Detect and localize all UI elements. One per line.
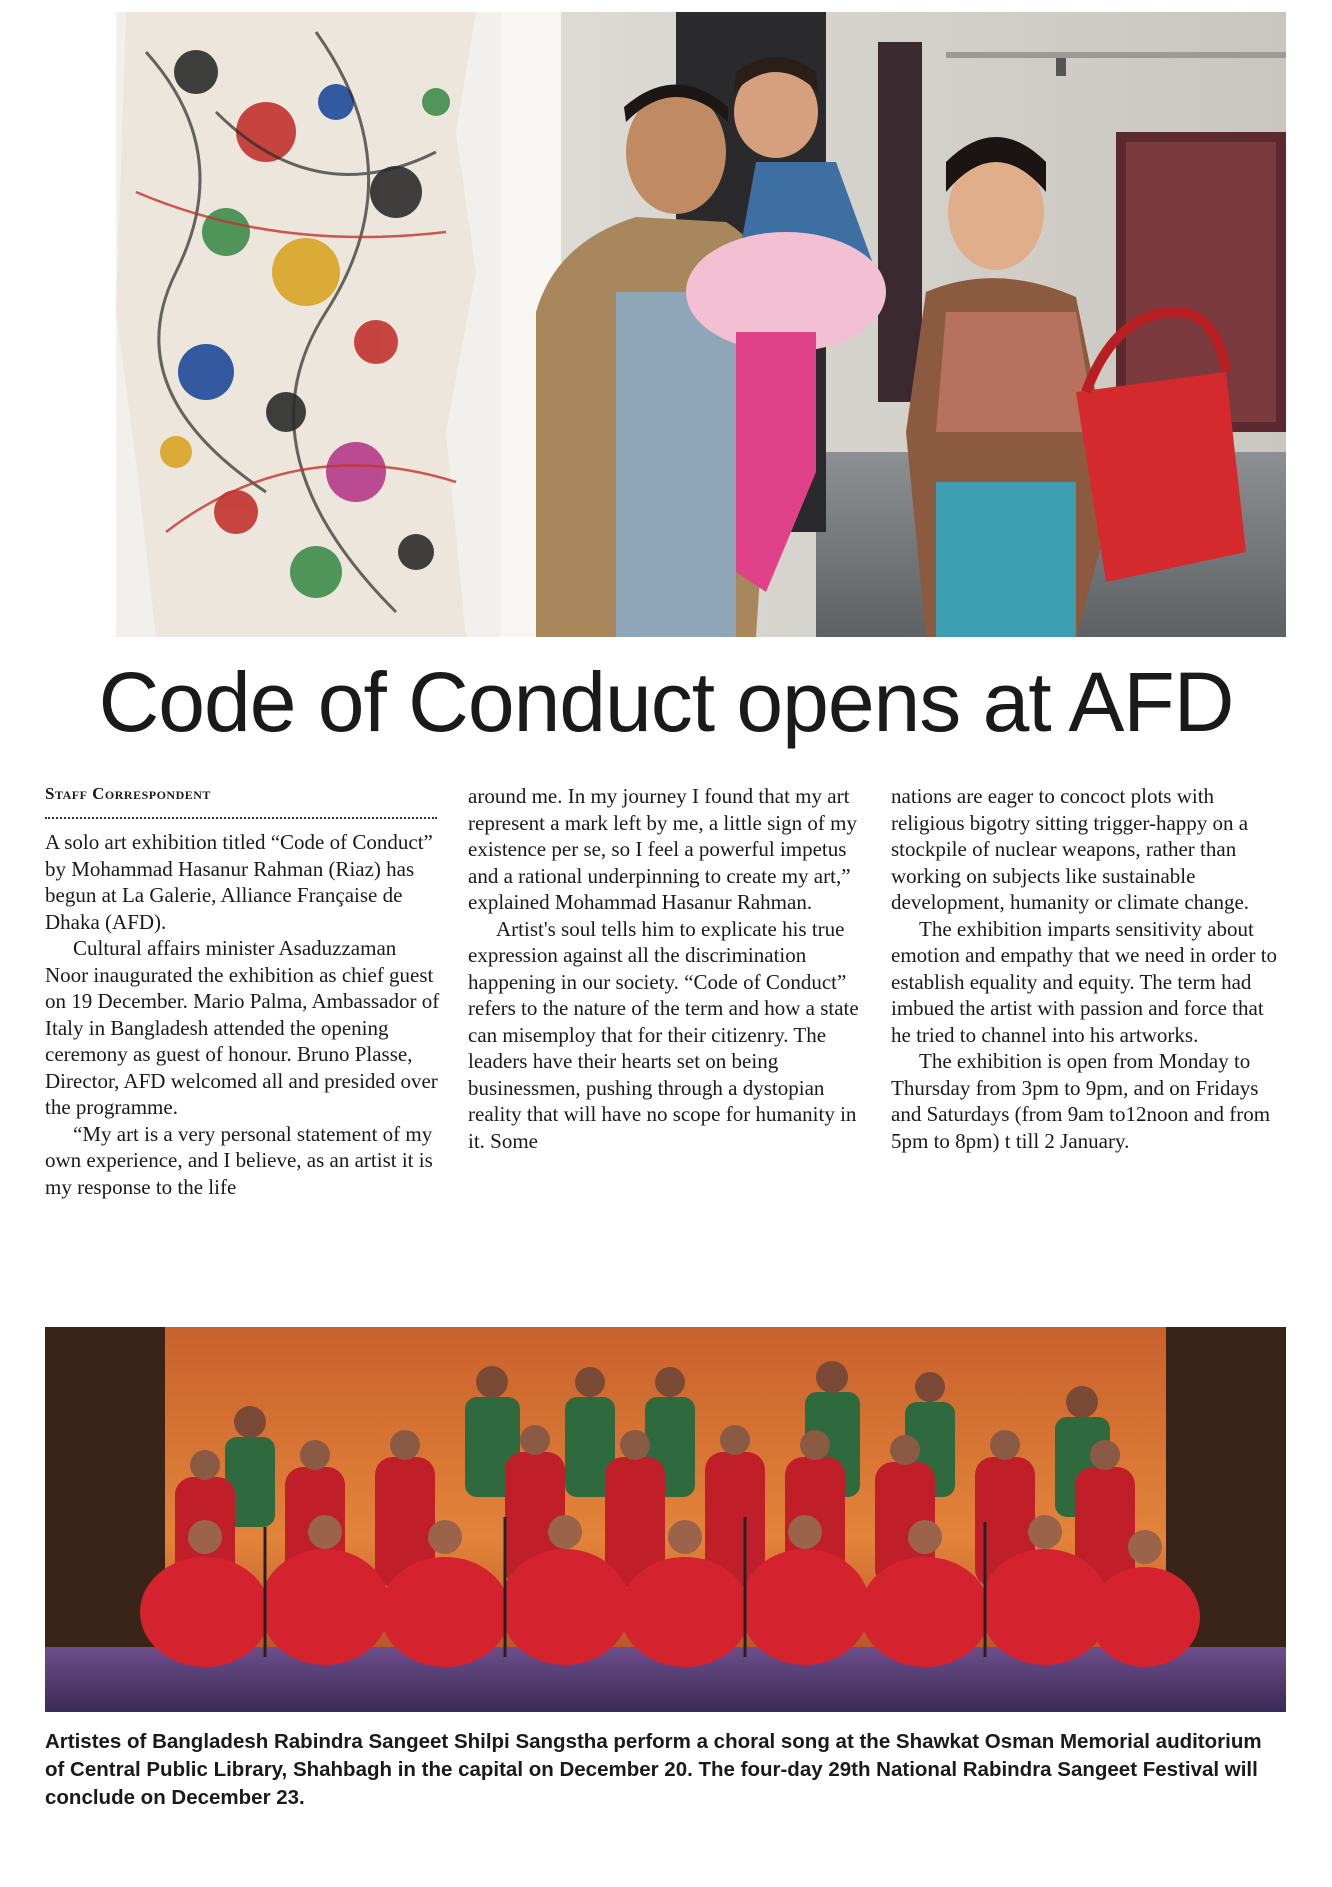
column-1 [45,783,440,1200]
paragraph: A solo art exhibition titled “Code of Conduct” by Mohammad Hasanur Rahman (Riaz) has begun at La Galerie, Alliance Française de Dhaka (AFD). [45,830,433,934]
paragraph: Cultural affairs minister Asaduzzaman Noor inaugurated the exhibition as chief guest on 19 December. Mario Palma, Ambassador of Italy in Bangladesh attended the opening ceremony as guest of honour. Bruno Plasse, Director, AFD welcomed all and presided over the programme. [45,936,440,1119]
byline-divider [45,817,437,819]
photo-caption: Artistes of Bangladesh Rabindra Sangeet Shilpi Sangstha perform a choral song at the Shawkat Osman Memorial auditorium of Central Public Library, Shahbagh in the capital on December 20. The four-day 29th National Rabindra Sangeet Festival will conclude on December 23. [45,1730,1262,1809]
byline: Staff Correspondent [45,784,211,803]
choir-photo [45,1327,1286,1712]
exhibition-photo [116,12,1286,637]
column-3 [891,783,1286,1154]
column-2 [468,783,863,1154]
headline: Code of Conduct opens at AFD [98,655,1234,749]
paragraph: The exhibition imparts sensitivity about emotion and empathy that we need in order to establish equality and equity. The term had imbued the artist with passion and force that he tried to channel into his artworks. [891,916,1278,1047]
paragraph: Artist's soul tells him to explicate his true expression against all the discrimination happening in our society. “Code of Conduct” refers to the nature of the term and how a state can misemploy that for their citizenry. The leaders have their hearts set on being businessmen, pushing through a dystopian reality that will have no scope for humanity in it. Some [468,916,859,1153]
paragraph: “My art is a very personal statement of my own experience, and I believe, as an artist it is my response to the life [45,1121,433,1199]
paragraph: around me. In my journey I found that my art represent a mark left by me, a little sign of my existence per se, so I feel a powerful impetus and a rational underpinning to create my art,” explained Mohammad Hasanur Rahman. [468,784,857,914]
paragraph: The exhibition is open from Monday to Thursday from 3pm to 9pm, and on Fridays and Saturdays (from 9am to12noon and from 5pm to 8pm) t till 2 January. [891,1049,1271,1153]
paragraph: nations are eager to concoct plots with religious bigotry sitting trigger-happy on a stockpile of nuclear weapons, rather than working on subjects like sustainable development, humanity or climate change. [891,784,1250,914]
